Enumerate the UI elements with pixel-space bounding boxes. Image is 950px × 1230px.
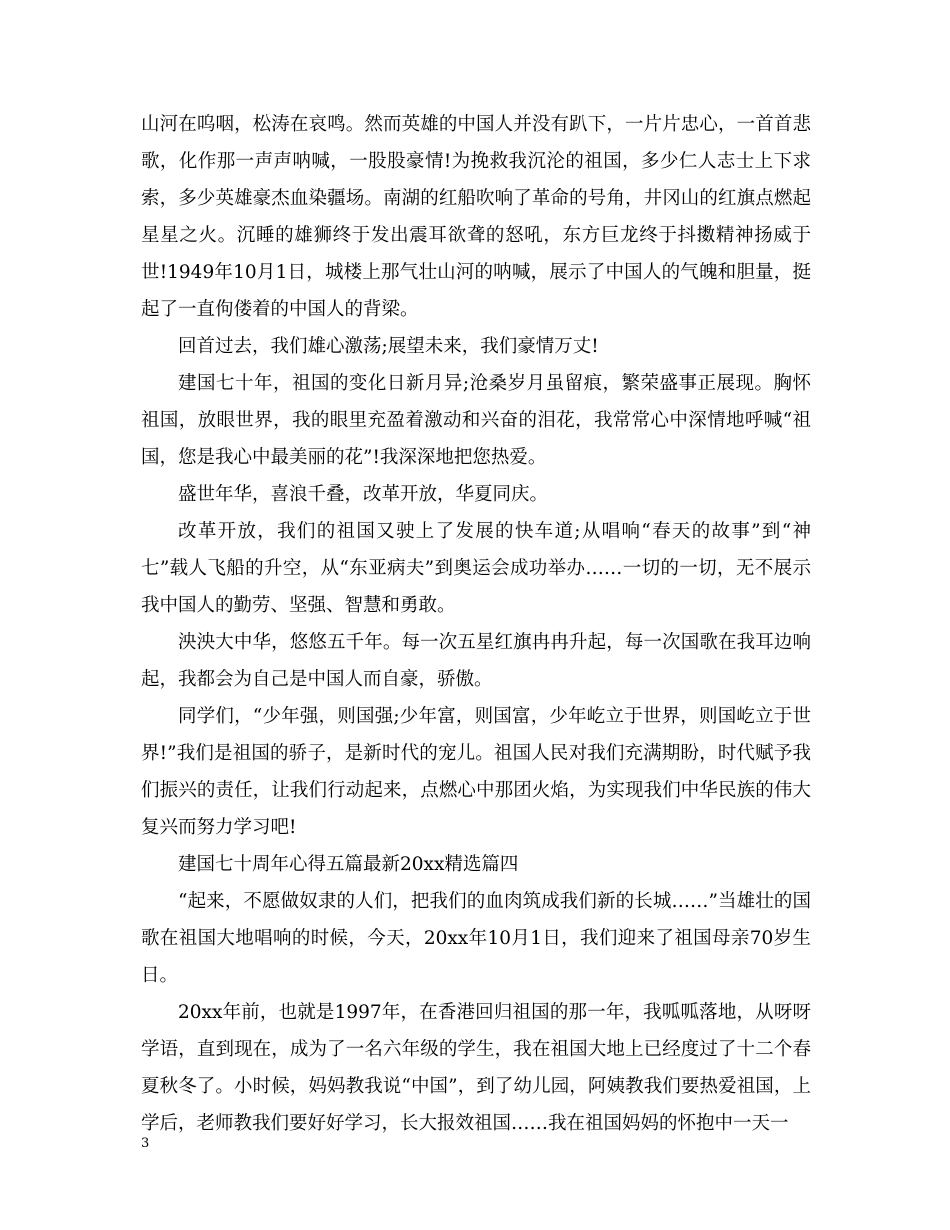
paragraph-5: 改革开放，我们的祖国又驶上了发展的快车道;从唱响“春天的故事”到“神七”载人飞船的升空，从“东亚病夫”到奥运会成功举办……一切的一切，无不展示我中国人的勤劳、坚强、智慧和勇敢。	[141, 521, 811, 616]
page-number: 3	[141, 1136, 150, 1151]
paragraph-4: 盛世年华，喜浪千叠，改革开放，华夏同庆。	[178, 484, 549, 505]
paragraph-10: 20xx年前，也就是1997年，在香港回归祖国的那一年，我呱呱落地，从呀呀学语，直到现在，成为了一名六年级的学生，我在祖国大地上已经度过了十二个春夏秋冬了。小时候，妈妈教我说“中国”，到了幼儿园，阿姨教我们要热爱祖国，上学后，老师教我们要好好学习，长大报效祖国……我在祖国妈妈的怀抱中一天一	[141, 1002, 811, 1134]
paragraph-1: 山河在呜咽，松涛在哀鸣。然而英雄的中国人并没有趴下，一片片忠心，一首首悲歌，化作那一声声呐喊，一股股豪情!为挽救我沉沦的祖国，多少仁人志士上下求索，多少英雄豪杰血染疆场。南湖的红船吹响了革命的号角，井冈山的红旗点燃起星星之火。沉睡的雄狮终于发出震耳欲聋的怒吼，东方巨龙终于抖擞精神扬威于世!1949年10月1日，城楼上那气壮山河的呐喊，展示了中国人的气魄和胆量，挺起了一直佝偻着的中国人的背梁。	[141, 114, 811, 320]
document-body	[141, 106, 811, 1142]
paragraph-2: 回首过去，我们雄心激荡;展望未来，我们豪情万丈!	[178, 336, 599, 357]
paragraph-9: “起来，不愿做奴隶的人们，把我们的血肉筑成我们新的长城……”当雄壮的国歌在祖国大地唱响的时候，今天，20xx年10月1日，我们迎来了祖国母亲70岁生日。	[141, 891, 811, 986]
paragraph-3: 建国七十年，祖国的变化日新月异;沧桑岁月虽留痕，繁荣盛事正展现。胸怀祖国，放眼世界，我的眼里充盈着激动和兴奋的泪花，我常常心中深情地呼喊“祖国，您是我心中最美丽的花”!我深深地把您热爱。	[141, 373, 811, 468]
section-heading: 建国七十周年心得五篇最新20xx精选篇四	[178, 854, 519, 875]
paragraph-7: 同学们，“少年强，则国强;少年富，则国富，少年屹立于世界，则国屹立于世界!”我们是祖国的骄子，是新时代的宠儿。祖国人民对我们充满期盼，时代赋予我们振兴的责任，让我们行动起来，点燃心中那团火焰，为实现我们中华民族的伟大复兴而努力学习吧!	[141, 706, 811, 838]
paragraph-6: 泱泱大中华，悠悠五千年。每一次五星红旗冉冉升起，每一次国歌在我耳边响起，我都会为自己是中国人而自豪，骄傲。	[141, 632, 811, 690]
